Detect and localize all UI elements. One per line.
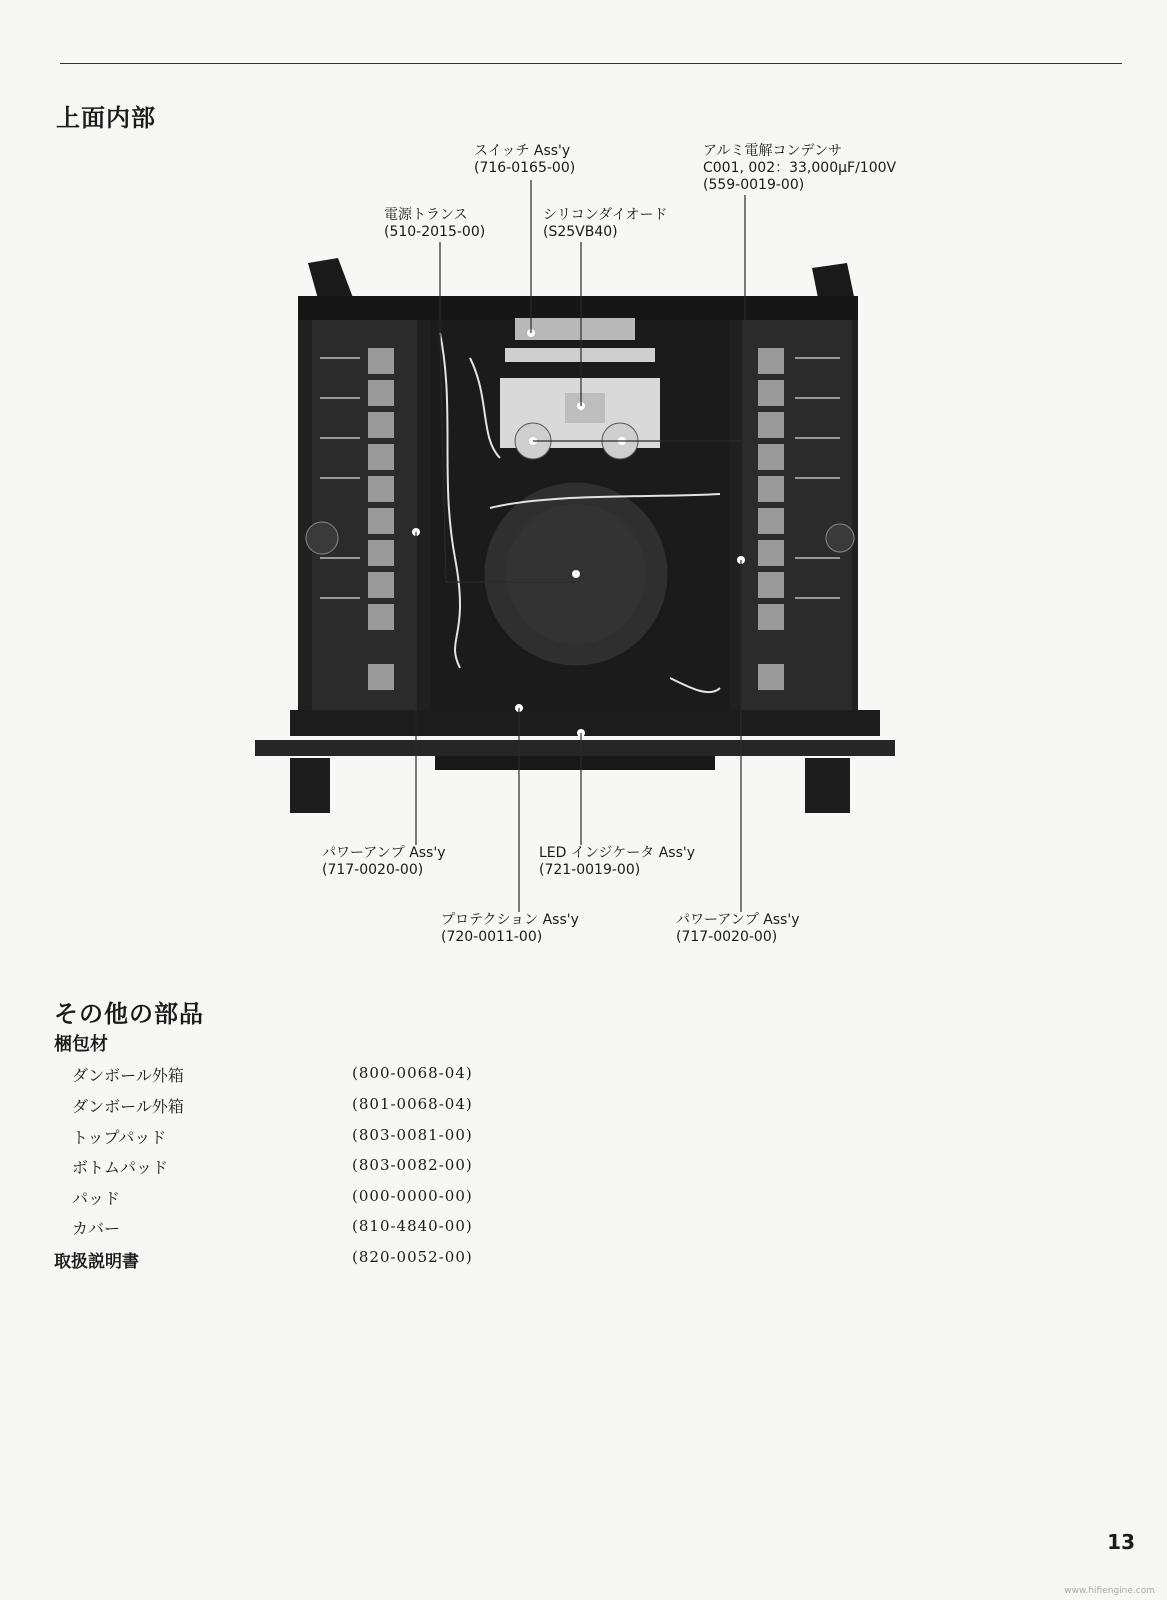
callout-power-amp-left-code: (717-0020-00)	[322, 862, 424, 878]
callout-led-indicator	[539, 845, 695, 879]
callout-diode	[543, 207, 667, 241]
callout-capacitor-spec: C001, 002：33,000μF/100V	[703, 160, 897, 176]
parts-item-name: ダンボール外箱	[72, 1066, 184, 1085]
callout-protection-name: プロテクション Ass'y	[441, 912, 579, 928]
watermark: www.hifiengine.com	[1064, 1586, 1155, 1596]
section-title-other-parts: その他の部品	[54, 1000, 204, 1028]
callout-capacitor	[703, 143, 896, 194]
manual-code: (820-0052-00)	[352, 1248, 473, 1266]
callout-switch-name: スイッチ Ass'y	[474, 143, 571, 159]
callout-transformer	[384, 207, 485, 241]
parts-item-name: パッド	[72, 1189, 121, 1208]
callout-diode-name: シリコンダイオード	[543, 207, 668, 223]
manual-name: 取扱説明書	[54, 1252, 139, 1272]
section-title-top-interior: 上面内部	[56, 104, 156, 132]
packing-heading: 梱包材	[54, 1034, 108, 1055]
callout-power-amp-right-name: パワーアンプ Ass'y	[676, 912, 800, 928]
callout-diode-code: (S25VB40)	[543, 224, 618, 240]
callout-power-amp-right	[676, 912, 800, 946]
parts-item-name: カバー	[72, 1219, 121, 1238]
parts-item-code: (800-0068-04)	[352, 1064, 473, 1082]
callout-power-amp-left-name: パワーアンプ Ass'y	[322, 845, 446, 861]
parts-item-code: (000-0000-00)	[352, 1187, 473, 1205]
callout-protection	[441, 912, 579, 946]
callout-power-amp-left	[322, 845, 446, 879]
callout-led-indicator-name: LED インジケータ Ass'y	[539, 845, 695, 861]
callout-switch	[474, 143, 575, 177]
parts-item-code: (803-0081-00)	[352, 1126, 473, 1144]
top-rule	[60, 63, 1122, 64]
callout-transformer-name: 電源トランス	[384, 207, 468, 223]
parts-item-code: (801-0068-04)	[352, 1095, 473, 1113]
callout-power-amp-right-code: (717-0020-00)	[676, 929, 778, 945]
parts-item-name: ボトムパッド	[72, 1158, 169, 1177]
parts-item-code: (810-4840-00)	[352, 1217, 473, 1235]
parts-item-name: ダンボール外箱	[72, 1097, 184, 1116]
callout-transformer-code: (510-2015-00)	[384, 224, 486, 240]
callout-protection-code: (720-0011-00)	[441, 929, 543, 945]
parts-item-code: (803-0082-00)	[352, 1156, 473, 1174]
page-number: 13	[1107, 1530, 1135, 1554]
amplifier-interior-photo	[250, 258, 915, 830]
callout-capacitor-name: アルミ電解コンデンサ	[703, 143, 843, 159]
callout-led-indicator-code: (721-0019-00)	[539, 862, 641, 878]
callout-switch-code: (716-0165-00)	[474, 160, 576, 176]
parts-item-name: トップパッド	[72, 1128, 167, 1147]
callout-capacitor-code: (559-0019-00)	[703, 177, 805, 193]
